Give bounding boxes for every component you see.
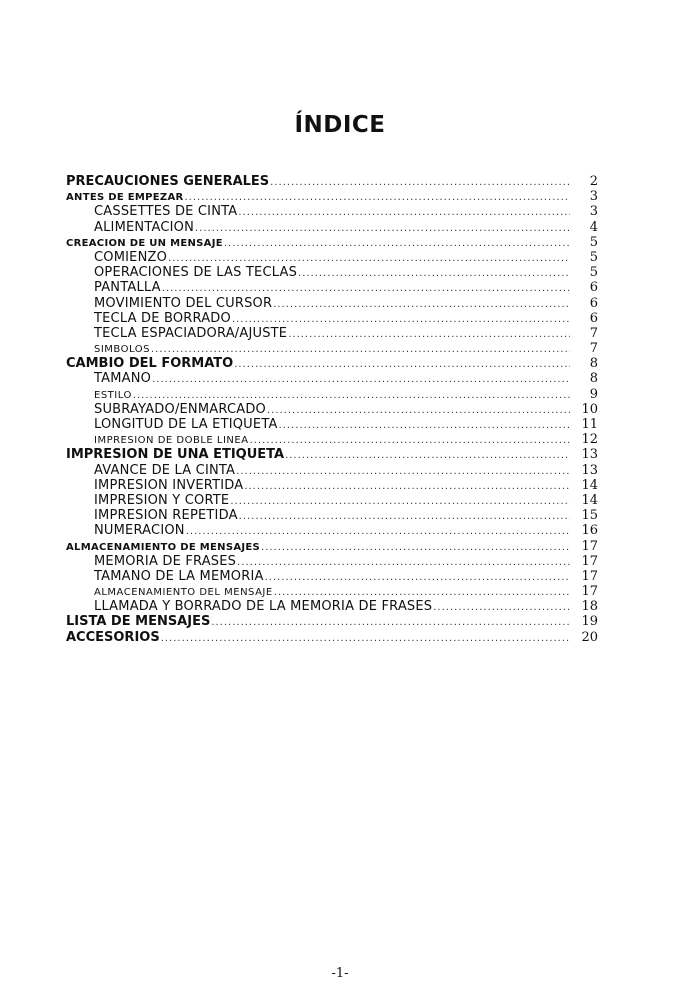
toc-entry-label: TECLA DE BORRADO — [94, 310, 231, 326]
dot-leader — [244, 479, 570, 493]
dot-leader — [230, 494, 570, 508]
toc-entry-label: CREACION DE UN MENSAJE — [66, 237, 223, 249]
toc-entry — [66, 554, 598, 569]
toc-entry-label: NUMERACIÓN — [94, 523, 185, 539]
toc-entry-label: ESTILO — [94, 389, 132, 401]
toc-entry — [66, 250, 598, 265]
toc-entry — [66, 311, 598, 326]
toc-entry-label: MOVIMIENTO DEL CURSOR — [94, 295, 273, 311]
toc-entry-page: 14 — [581, 492, 598, 508]
toc-entry — [66, 417, 598, 432]
dot-leader — [261, 540, 570, 554]
toc-entry — [66, 189, 598, 204]
toc-entry-label: TAMAÑO DE LA MEMORIA — [94, 568, 264, 584]
dot-leader — [265, 570, 570, 584]
toc-entry — [66, 387, 598, 402]
toc-entry — [66, 599, 598, 614]
toc-entry — [66, 539, 598, 554]
toc-entry-page: 19 — [581, 614, 598, 630]
page-title: ÍNDICE — [294, 112, 386, 138]
dot-leader — [250, 433, 570, 447]
dot-leader — [234, 357, 570, 371]
toc-entry-page: 17 — [581, 584, 598, 600]
dot-leader — [195, 221, 570, 235]
toc-entry-label: SIMBOLOS — [94, 344, 150, 356]
toc-entry-page: 10 — [581, 401, 598, 417]
dot-leader — [168, 251, 570, 265]
toc-entry-label: LONGITUD DE LA ETIQUETA — [94, 417, 278, 432]
toc-entry-page: 5 — [589, 234, 598, 250]
dot-leader — [133, 388, 570, 402]
toc-entry — [66, 402, 598, 417]
toc-entry-page: 6 — [589, 295, 598, 311]
dot-leader — [152, 372, 570, 386]
dot-leader — [274, 585, 570, 599]
toc-entry-page: 8 — [589, 371, 598, 387]
dot-leader — [236, 464, 570, 478]
toc-entry-label: ALMACENAMIENTO DE MENSAJES — [66, 541, 261, 553]
dot-leader — [224, 236, 570, 250]
toc-entry-label: MEMORIA DE FRASES — [94, 553, 237, 569]
toc-entry-label: IMPRESION Y CORTE — [94, 492, 230, 508]
toc-entry — [66, 523, 598, 538]
page-number: -1- — [331, 966, 349, 981]
toc-entry-label: OPERACIONES DE LAS TECLAS — [94, 265, 298, 281]
toc-entry-label: AVANCE DE LA CINTA — [94, 462, 236, 478]
toc-entry — [66, 493, 598, 508]
toc-entry-page: 17 — [581, 538, 598, 554]
toc-entry-label: ALIMENTACION — [94, 219, 194, 235]
toc-entry-label: ACCESORIOS — [66, 629, 160, 645]
dot-leader — [237, 555, 570, 569]
dot-leader — [285, 448, 570, 462]
dot-leader — [238, 205, 570, 219]
toc-entry-label: PANTALLA — [94, 280, 161, 296]
toc-entry-label: ALMACENAMIENTO DEL MENSAJE — [94, 587, 273, 599]
dot-leader — [162, 281, 570, 295]
dot-leader — [186, 524, 570, 538]
toc-entry — [66, 630, 598, 645]
toc-entry-page: 16 — [581, 523, 598, 539]
dot-leader — [270, 175, 570, 189]
toc-entry-page: 20 — [581, 629, 598, 645]
toc-entry-page: 15 — [581, 508, 598, 524]
dot-leader — [273, 297, 570, 311]
toc-entry — [66, 432, 598, 447]
toc-entry-page: 12 — [581, 432, 598, 448]
toc-entry-label: CASSETTES DE CINTA — [94, 204, 238, 220]
dot-leader — [232, 312, 570, 326]
dot-leader — [288, 327, 570, 341]
toc-entry-page: 2 — [589, 174, 598, 189]
toc-entry-label: ANTES DE EMPEZAR — [66, 192, 184, 204]
toc-entry — [66, 371, 598, 386]
toc-entry — [66, 478, 598, 493]
toc-entry-page: 9 — [589, 386, 598, 402]
dot-leader — [151, 342, 570, 356]
dot-leader — [211, 615, 570, 629]
toc-entry-page: 5 — [589, 249, 598, 265]
toc-entry-label: LISTA DE MENSAJES — [66, 614, 211, 630]
toc-entry — [66, 508, 598, 523]
toc-entry-label: TECLA ESPACIADORA/AJUSTE — [94, 325, 288, 341]
toc-entry — [66, 463, 598, 478]
toc-entry-page: 13 — [581, 447, 598, 463]
table-of-contents — [66, 174, 598, 645]
toc-entry-page: 3 — [589, 189, 598, 205]
toc-entry-label: IMPRESION DE DOBLE LINEA — [94, 435, 249, 447]
toc-entry — [66, 326, 598, 341]
toc-entry-label: PRECAUCIONES GENERALES — [66, 174, 270, 189]
toc-entry-page: 11 — [581, 417, 598, 432]
toc-entry-label: CAMBIO DEL FORMATO — [66, 356, 234, 372]
toc-entry-page: 4 — [589, 219, 598, 235]
toc-entry — [66, 569, 598, 584]
toc-entry-page: 14 — [581, 477, 598, 493]
toc-entry-page: 7 — [589, 341, 598, 357]
toc-entry-label: SUBRAYADO/ENMARCADO — [94, 401, 266, 417]
toc-entry — [66, 174, 598, 189]
dot-leader — [433, 600, 570, 614]
toc-entry — [66, 220, 598, 235]
toc-entry — [66, 235, 598, 250]
toc-entry — [66, 584, 598, 599]
dot-leader — [161, 631, 570, 645]
dot-leader — [298, 266, 570, 280]
toc-entry-label: IMPRESION INVERTIDA — [94, 477, 244, 493]
toc-entry-page: 6 — [589, 280, 598, 296]
toc-entry-page: 13 — [581, 462, 598, 478]
toc-entry-page: 7 — [589, 325, 598, 341]
toc-entry-label: COMIENZO — [94, 249, 168, 265]
toc-entry — [66, 296, 598, 311]
toc-entry-label: TAMAÑO — [94, 371, 152, 387]
dot-leader — [267, 403, 570, 417]
dot-leader — [239, 509, 570, 523]
toc-entry — [66, 265, 598, 280]
toc-entry — [66, 280, 598, 295]
toc-entry — [66, 341, 598, 356]
toc-entry — [66, 204, 598, 219]
toc-entry-page: 6 — [589, 310, 598, 326]
toc-entry — [66, 614, 598, 629]
toc-entry-page: 17 — [581, 568, 598, 584]
toc-entry-label: LLAMADA Y BORRADO DE LA MEMORIA DE FRASES — [94, 599, 433, 615]
toc-entry-page: 5 — [589, 265, 598, 281]
toc-entry-page: 17 — [581, 553, 598, 569]
dot-leader — [279, 418, 570, 432]
toc-entry-label: IMPRESION REPETIDA — [94, 508, 238, 524]
dot-leader — [185, 190, 571, 204]
toc-entry — [66, 447, 598, 462]
toc-entry-label: IMPRESION DE UNA ETIQUETA — [66, 447, 285, 463]
toc-entry-page: 18 — [581, 599, 598, 615]
toc-entry-page: 8 — [589, 356, 598, 372]
toc-entry — [66, 356, 598, 371]
toc-entry-page: 3 — [589, 204, 598, 220]
